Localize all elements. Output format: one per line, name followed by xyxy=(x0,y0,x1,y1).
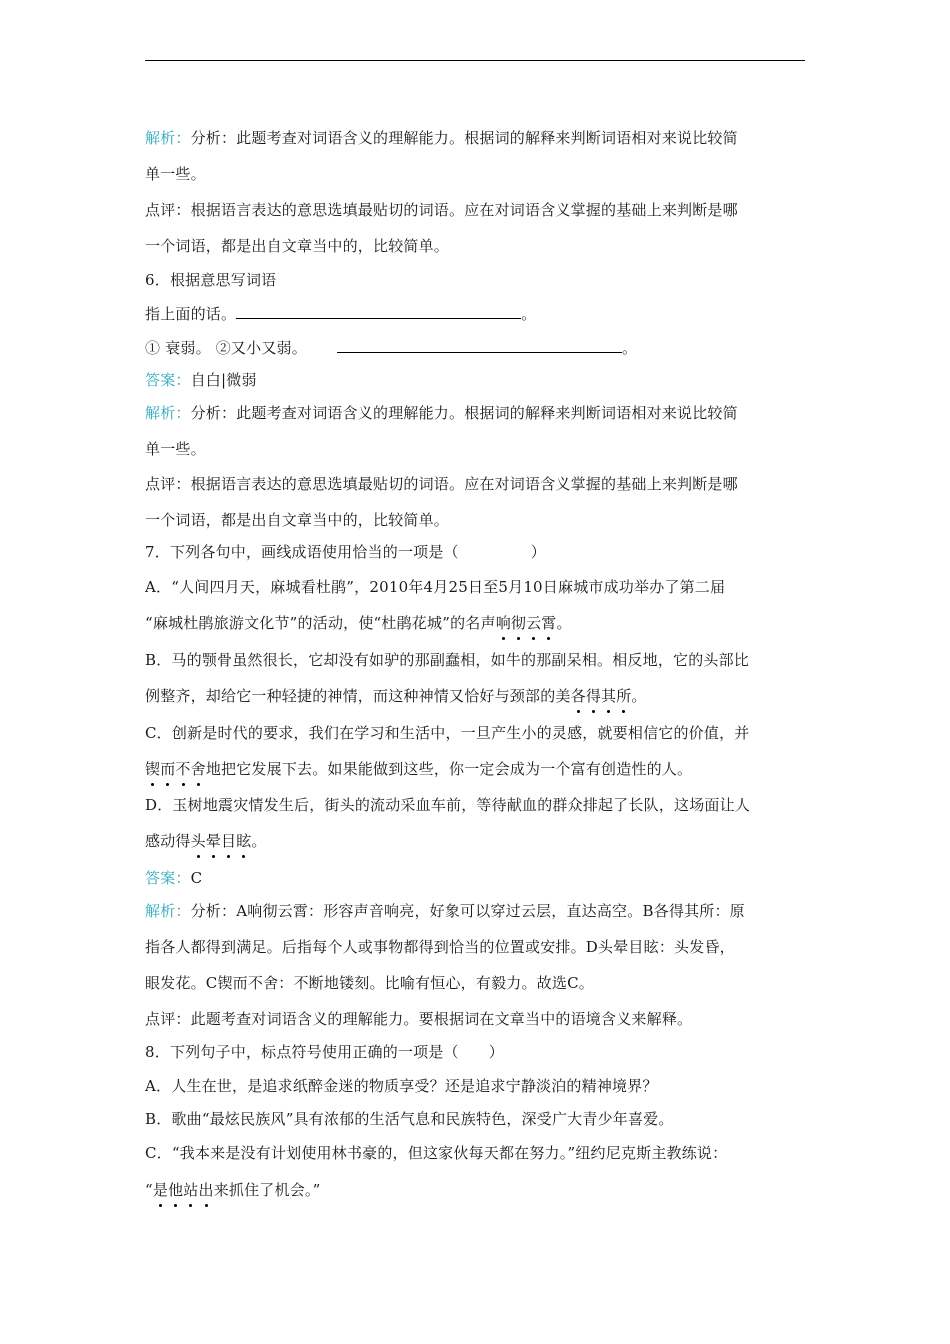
dotted-char: 霄 xyxy=(541,614,557,632)
comment-line: 点评：根据语言表达的意思选填最贴切的词语。应在对词语含义掌握的基础上来判断是哪 xyxy=(145,201,738,219)
dotted-char: 是 xyxy=(152,1181,169,1199)
dotted-char: 响 xyxy=(495,614,511,632)
option-b: 例整齐，却给它一种轻捷的神情，而这种神情又恰好与颈部的美各得其所。 xyxy=(145,687,647,705)
dotted-char: 舍 xyxy=(190,760,206,778)
answer-label: 答案： xyxy=(145,371,191,389)
dotted-char: 其 xyxy=(601,687,617,705)
dotted-char: 所 xyxy=(616,687,632,705)
option-c: C．“我本来是没有计划使用林书豪的，但这家伙每天都在努力。”纽约尼克斯主教练说： xyxy=(145,1144,728,1162)
comment-label: 点评： xyxy=(145,475,191,493)
comment-line: 点评：此题考查对词语含义的理解能力。要根据词在文章当中的语境含义来解释。 xyxy=(145,1010,693,1028)
option-a: A．人生在世，是追求纸醉金迷的物质享受？还是追求宁静淡泊的精神境界？ xyxy=(145,1077,658,1095)
analysis-line: 眼发花。C锲而不舍：不断地镂刻。比喻有恒心，有毅力。故选C。 xyxy=(145,974,594,992)
answer-blank[interactable] xyxy=(236,304,521,319)
comment-label: 点评： xyxy=(145,1010,191,1028)
question-7-title: 7．下列各句中，画线成语使用恰当的一项是（ ） xyxy=(145,543,546,561)
option-a: “麻城杜鹃旅游文化节”的活动，使“杜鹃花城”的名声响彻云霄。 xyxy=(145,614,572,632)
answer-blank[interactable] xyxy=(337,338,622,353)
dotted-char: 得 xyxy=(585,687,602,705)
option-c: C．创新是时代的要求，我们在学习和生活中，一旦产生小的灵感，就要相信它的价值，并 xyxy=(145,724,750,742)
analysis-label: 解析： xyxy=(145,404,191,422)
question-6-item-1: 指上面的话。 。 xyxy=(145,305,537,323)
analysis-line: 解析：分析：A响彻云霄：形容声音响亮，好象可以穿过云层，直达高空。B各得其所：原 xyxy=(145,902,745,920)
analysis-label: 解析： xyxy=(145,129,191,147)
dotted-char: 出 xyxy=(198,1181,214,1199)
analysis-line: 单一些。 xyxy=(145,165,206,183)
answer-line: 答案：自白|微弱 xyxy=(145,371,257,389)
comment-label: 点评： xyxy=(145,201,191,219)
header-rule xyxy=(145,60,805,61)
question-6-title: 6．根据意思写词语 xyxy=(145,271,277,289)
analysis-line: 指各人都得到满足。后指每个人或事物都得到恰当的位置或安排。D头晕目眩：头发昏， xyxy=(145,938,735,956)
dotted-char: 而 xyxy=(160,760,176,778)
dotted-char: 他 xyxy=(168,1181,184,1199)
dotted-char: 锲 xyxy=(145,760,161,778)
dotted-char: 云 xyxy=(526,614,542,632)
comment-line: 一个词语，都是出自文章当中的，比较简单。 xyxy=(145,237,450,255)
dotted-char: 目 xyxy=(221,832,237,850)
answer-label: 答案： xyxy=(145,869,191,887)
analysis-line: 解析：分析：此题考查对词语含义的理解能力。根据词的解释来判断词语相对来说比较简 xyxy=(145,404,738,422)
question-8-title: 8．下列句子中，标点符号使用正确的一项是（ ） xyxy=(145,1043,504,1061)
analysis-label: 解析： xyxy=(145,902,191,920)
comment-line: 点评：根据语言表达的意思选填最贴切的词语。应在对词语含义掌握的基础上来判断是哪 xyxy=(145,475,738,493)
option-a: A．“人间四月天，麻城看杜鹃”，2010年4月25日至5月10日麻城市成功举办了第二届 xyxy=(145,578,726,596)
option-c: 锲而不舍地把它发展下去。如果能做到这些，你一定会成为一个富有创造性的人。 xyxy=(145,760,693,778)
option-d: D．玉树地震灾情发生后，街头的流动采血车前，等待献血的群众排起了长队，这场面让人 xyxy=(145,796,751,814)
dotted-char: 不 xyxy=(175,760,191,778)
analysis-line: 解析：分析：此题考查对词语含义的理解能力。根据词的解释来判断词语相对来说比较简 xyxy=(145,129,738,147)
dotted-char: 各 xyxy=(570,687,586,705)
option-b: B．马的颚骨虽然很长，它却没有如驴的那副蠢相，如牛的那副呆相。相反地，它的头部比 xyxy=(145,651,750,669)
dotted-char: 晕 xyxy=(205,832,222,850)
dotted-char: 眩 xyxy=(236,832,252,850)
option-b: B．歌曲“最炫民族风”具有浓郁的生活气息和民族特色，深受广大青少年喜爱。 xyxy=(145,1110,674,1128)
option-c: “是他站出来抓住了机会。” xyxy=(145,1181,321,1199)
answer-line: 答案：C xyxy=(145,869,203,887)
option-d: 感动得头晕目眩。 xyxy=(145,832,267,850)
comment-line: 一个词语，都是出自文章当中的，比较简单。 xyxy=(145,511,450,529)
question-6-item-2: ① 衰弱。 ②又小又弱。 。 xyxy=(145,339,638,357)
plain-char: “ xyxy=(145,1181,153,1199)
dotted-char: 彻 xyxy=(510,614,527,632)
dotted-char: 头 xyxy=(190,832,206,850)
analysis-line: 单一些。 xyxy=(145,440,206,458)
dotted-char: 站 xyxy=(183,1181,199,1199)
